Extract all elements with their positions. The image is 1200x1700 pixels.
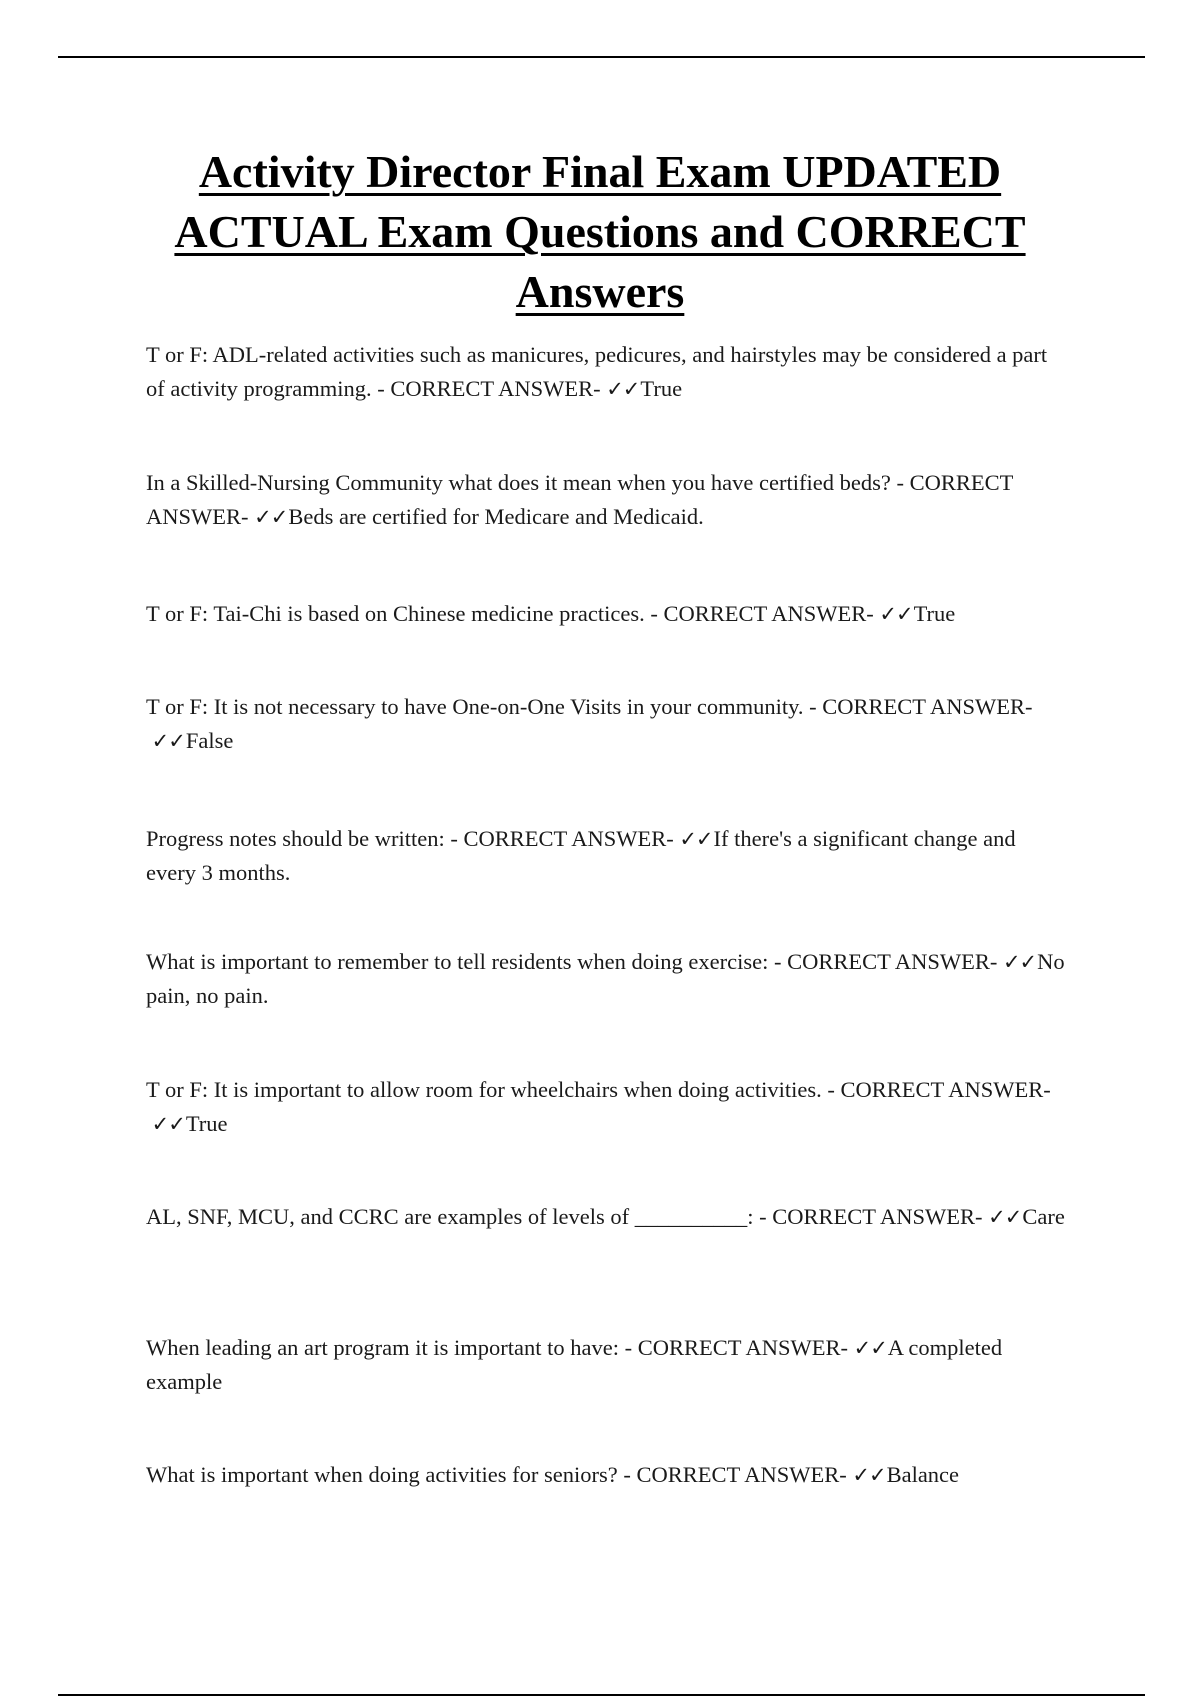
double-check-icon: ✓✓: [254, 505, 288, 529]
answer-text: If there's a significant change and every 3 months.: [146, 826, 1016, 885]
answer-marker: CORRECT ANSWER-: [637, 1335, 848, 1360]
question-text: T or F: Tai-Chi is based on Chinese medicine practices.: [146, 601, 645, 626]
answer-marker: CORRECT ANSWER-: [840, 1077, 1051, 1102]
answer-marker: CORRECT ANSWER-: [772, 1204, 983, 1229]
answer-marker: CORRECT ANSWER-: [787, 949, 998, 974]
answer-text: True: [185, 1111, 228, 1136]
qa-item: Progress notes should be written: - CORRECT ANSWER- ✓✓If there's a significant change and every 3 months.: [146, 826, 1016, 885]
answer-text: No pain, no pain.: [146, 949, 1065, 1008]
double-check-icon: ✓✓: [988, 1205, 1022, 1229]
qa-item: T or F: Tai-Chi is based on Chinese medicine practices. - CORRECT ANSWER- ✓✓True: [146, 601, 956, 626]
qa-item: When leading an art program it is important to have: - CORRECT ANSWER- ✓✓A completed example: [146, 1335, 1003, 1394]
qa-item: T or F: It is not necessary to have One-on-One Visits in your community. - CORRECT ANSWER- ✓✓False: [146, 694, 1033, 753]
qa-item: What is important to remember to tell residents when doing exercise: - CORRECT ANSWER- ✓✓No pain, no pain.: [146, 949, 1065, 1008]
question-text: T or F: It is not necessary to have One-on-One Visits in your community.: [146, 694, 804, 719]
document-title: Activity Director Final Exam UPDATED ACTUAL Exam Questions and CORRECT Answers: [174, 146, 1026, 317]
question-text: When leading an art program it is important to have:: [146, 1335, 619, 1360]
double-check-icon: ✓✓: [852, 1463, 886, 1487]
answer-text: True: [913, 601, 956, 626]
answer-text: False: [185, 728, 234, 753]
answer-marker: CORRECT ANSWER-: [463, 826, 674, 851]
double-check-icon: ✓✓: [151, 1112, 185, 1136]
question-text: T or F: It is important to allow room for wheelchairs when doing activities.: [146, 1077, 822, 1102]
answer-marker: CORRECT ANSWER-: [636, 1462, 847, 1487]
question-text: In a Skilled-Nursing Community what does it mean when you have certified beds?: [146, 470, 891, 495]
answer-marker: CORRECT ANSWER-: [390, 376, 601, 401]
answer-marker: CORRECT ANSWER-: [663, 601, 874, 626]
double-check-icon: ✓✓: [151, 729, 185, 753]
double-check-icon: ✓✓: [853, 1336, 887, 1360]
answer-text: Beds are certified for Medicare and Medicaid.: [288, 504, 704, 529]
qa-item: AL, SNF, MCU, and CCRC are examples of levels of __________: - CORRECT ANSWER- ✓✓Care: [146, 1204, 1065, 1229]
answer-text: A completed example: [146, 1335, 1003, 1394]
answer-text: True: [640, 376, 683, 401]
answer-text: Care: [1022, 1204, 1065, 1229]
qa-item: In a Skilled-Nursing Community what does it mean when you have certified beds? - CORRECT ANSWER- ✓✓Beds are certified for Medicare and Medicaid.: [146, 470, 1013, 529]
qa-item: T or F: ADL-related activities such as manicures, pedicures, and hairstyles may be considered a part of activity programming. - CORRECT ANSWER- ✓✓True: [146, 342, 1048, 401]
answer-marker: CORRECT ANSWER-: [146, 470, 1013, 529]
bottom-rule: [58, 1694, 1145, 1696]
qa-item: What is important when doing activities for seniors? - CORRECT ANSWER- ✓✓Balance: [146, 1462, 960, 1487]
question-text: AL, SNF, MCU, and CCRC are examples of levels of __________:: [146, 1204, 754, 1229]
question-text: What is important when doing activities for seniors?: [146, 1462, 618, 1487]
qa-item: T or F: It is important to allow room for wheelchairs when doing activities. - CORRECT ANSWER- ✓✓True: [146, 1077, 1051, 1136]
question-text: T or F: ADL-related activities such as manicures, pedicures, and hairstyles may be considered a part of activity programming.: [146, 342, 1048, 401]
answer-marker: CORRECT ANSWER-: [822, 694, 1033, 719]
double-check-icon: ✓✓: [679, 827, 713, 851]
question-text: Progress notes should be written:: [146, 826, 445, 851]
answer-text: Balance: [886, 1462, 960, 1487]
question-text: What is important to remember to tell residents when doing exercise:: [146, 949, 769, 974]
top-rule: [58, 56, 1145, 58]
double-check-icon: ✓✓: [1002, 950, 1037, 974]
double-check-icon: ✓✓: [606, 377, 640, 401]
double-check-icon: ✓✓: [879, 602, 913, 626]
